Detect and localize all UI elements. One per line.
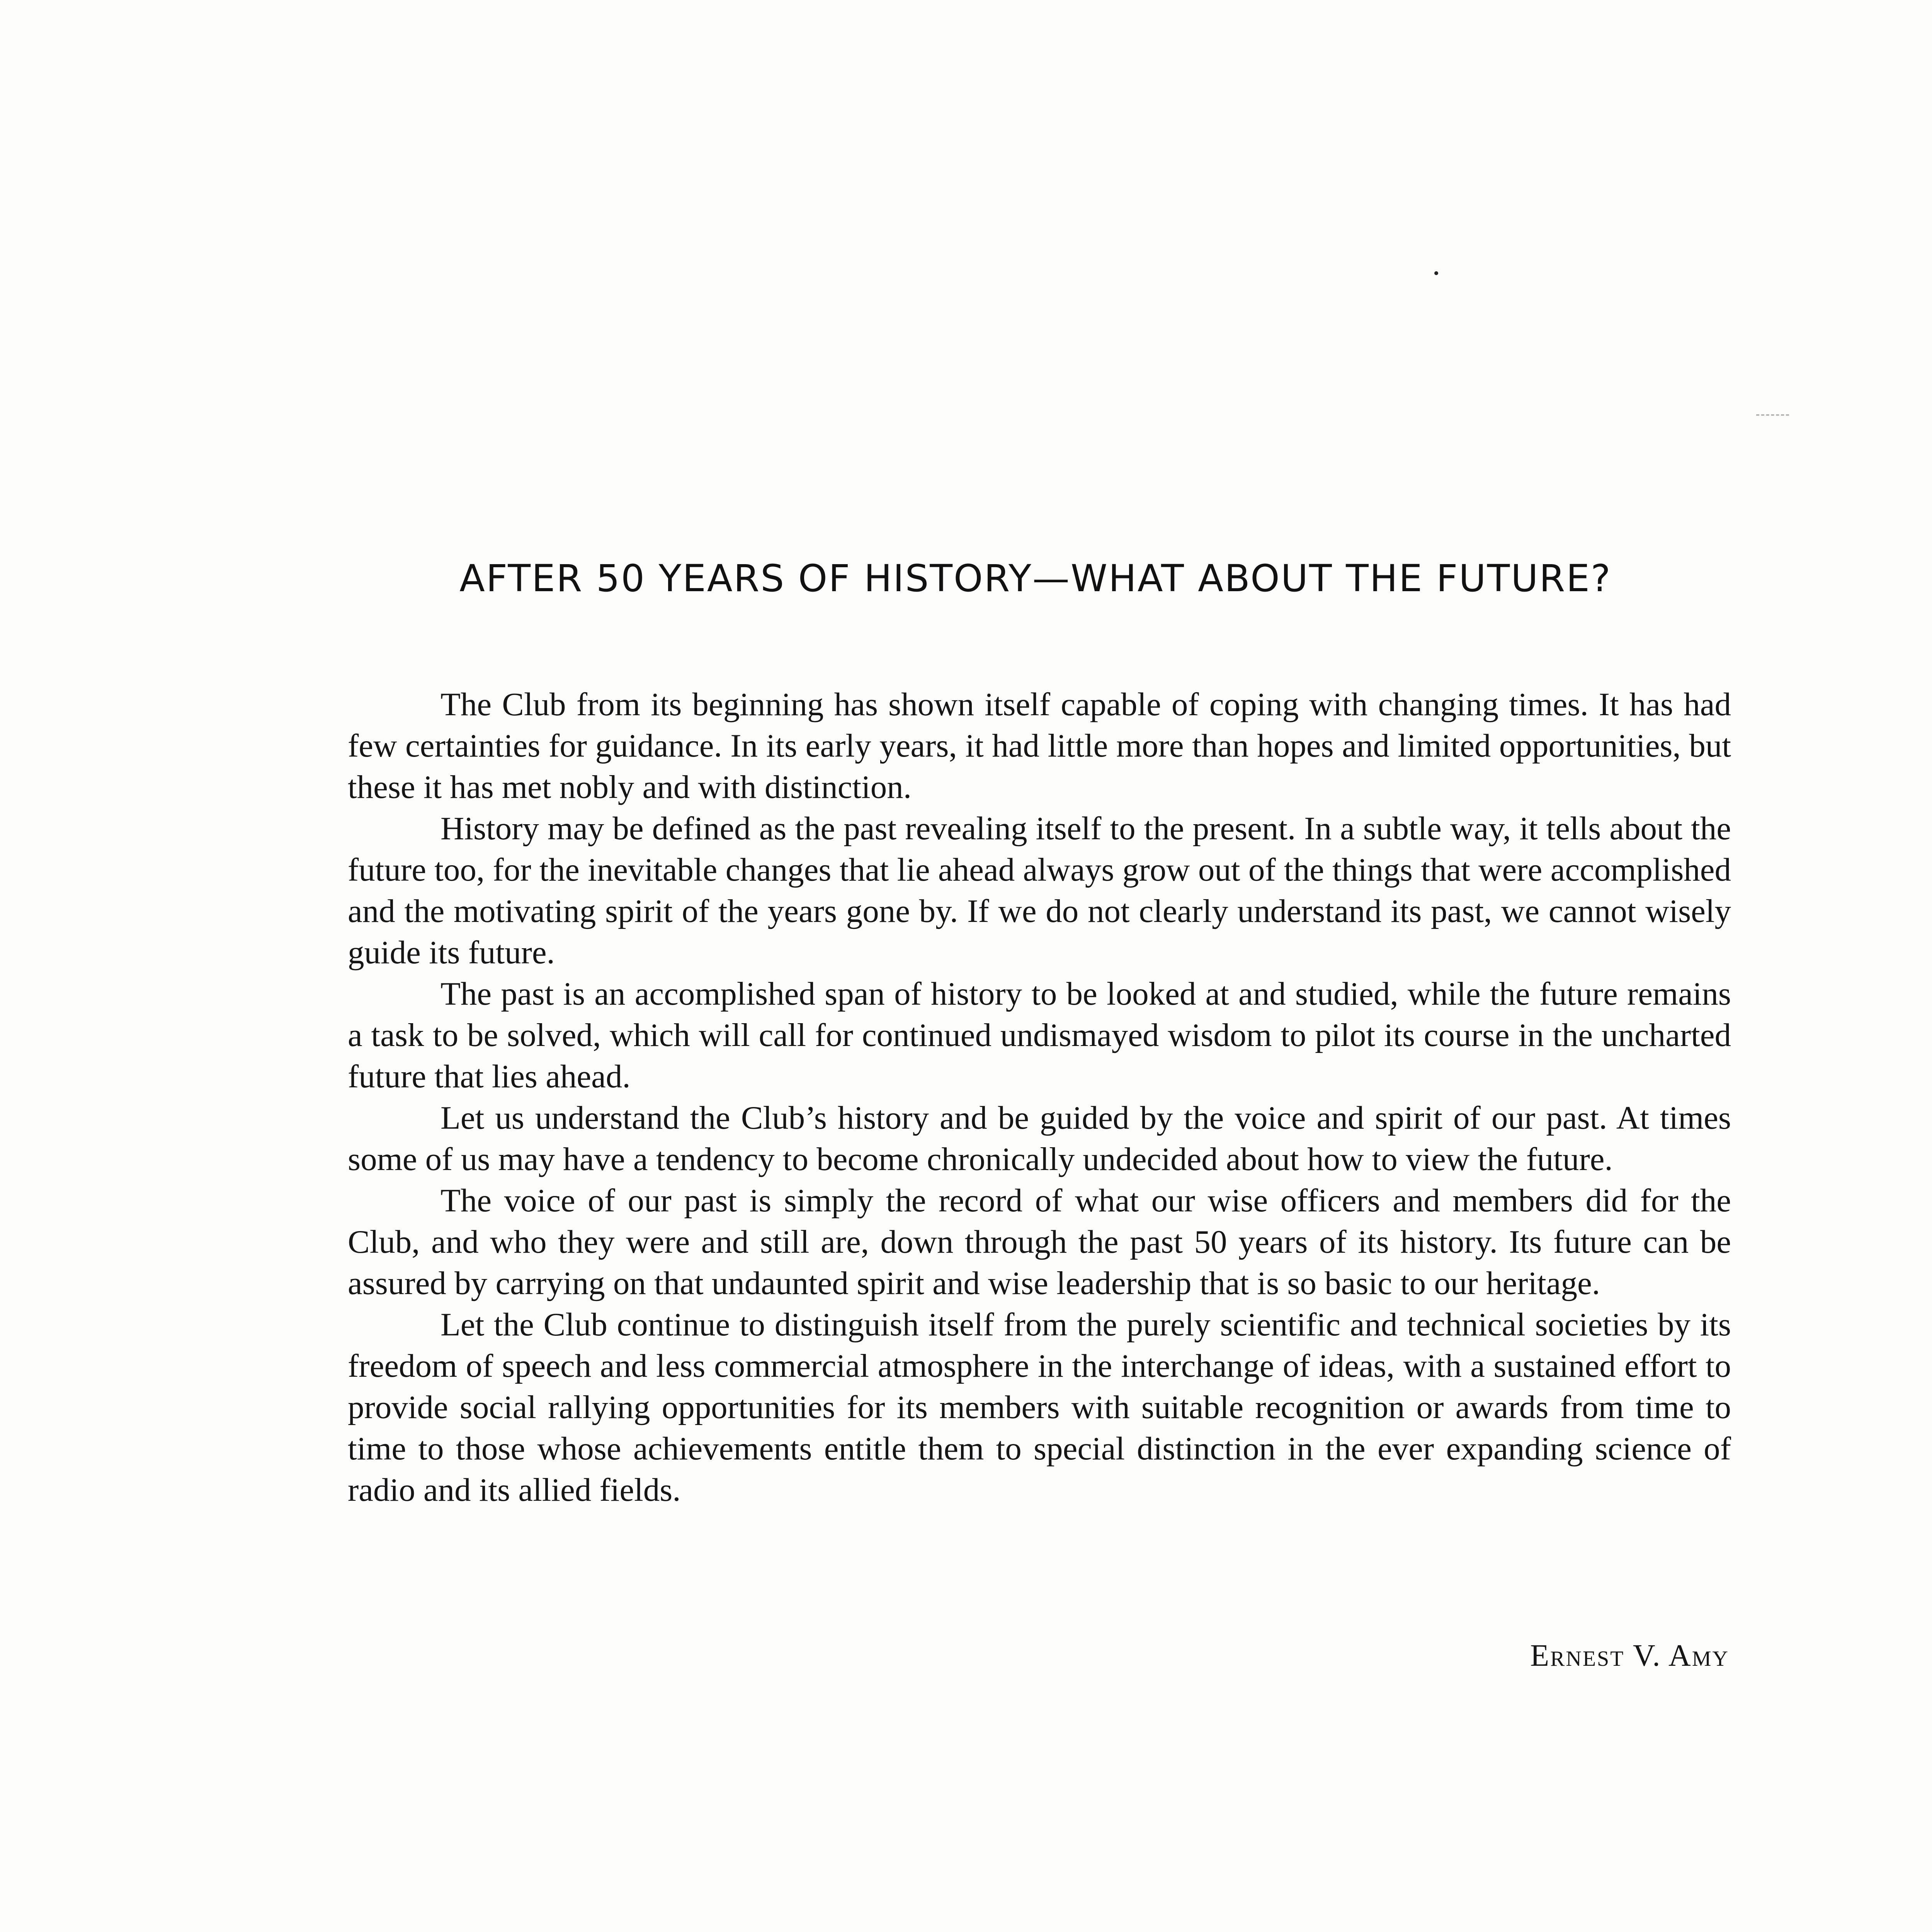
article-title: AFTER 50 YEARS OF HISTORY—WHAT ABOUT THE FUTURE? xyxy=(459,557,1612,600)
print-speck xyxy=(1434,271,1438,275)
paragraph: Let us understand the Club’s history and be guided by the voice and spirit of our past. At times some of us may have a tendency to become chronically undecided about how to view the future. xyxy=(348,1100,1731,1177)
article-body xyxy=(348,684,1731,1511)
paragraph: History may be defined as the past revealing itself to the present. In a subtle way, it tells about the future too, for the inevitable changes that lie ahead always grow out of the things that were accomplished and the motivating spirit of the years gone by. If we do not clearly understand its past, we cannot wisely guide its future. xyxy=(348,810,1731,971)
paragraph: The Club from its beginning has shown itself capable of coping with changing times. It has had few certainties for guidance. In its early years, it had little more than hopes and limited opportunities, but these it has met nobly and with distinction. xyxy=(348,686,1731,805)
paragraph: Let the Club continue to distinguish itself from the purely scientific and technical societies by its freedom of speech and less commercial atmosphere in the interchange of ideas, with a sustained effort to provide social rallying opportunities for its members with suitable recognition or awards from time to time to those whose achievements entitle them to special distinction in the ever expanding science of radio and its allied fields. xyxy=(348,1306,1731,1508)
author-signature: Ernest V. Amy xyxy=(1530,1639,1729,1673)
paragraph: The voice of our past is simply the record of what our wise officers and members did for the Club, and who they were and still are, down through the past 50 years of its history. Its future can be assured by carrying on that undaunted spirit and wise leadership that is so basic to our heritage. xyxy=(348,1182,1731,1301)
edge-scan-mark xyxy=(1756,414,1789,416)
paragraph: The past is an accomplished span of history to be looked at and studied, while the future remains a task to be solved, which will call for continued undismayed wisdom to pilot its course in the uncharted future that lies ahead. xyxy=(348,976,1731,1095)
